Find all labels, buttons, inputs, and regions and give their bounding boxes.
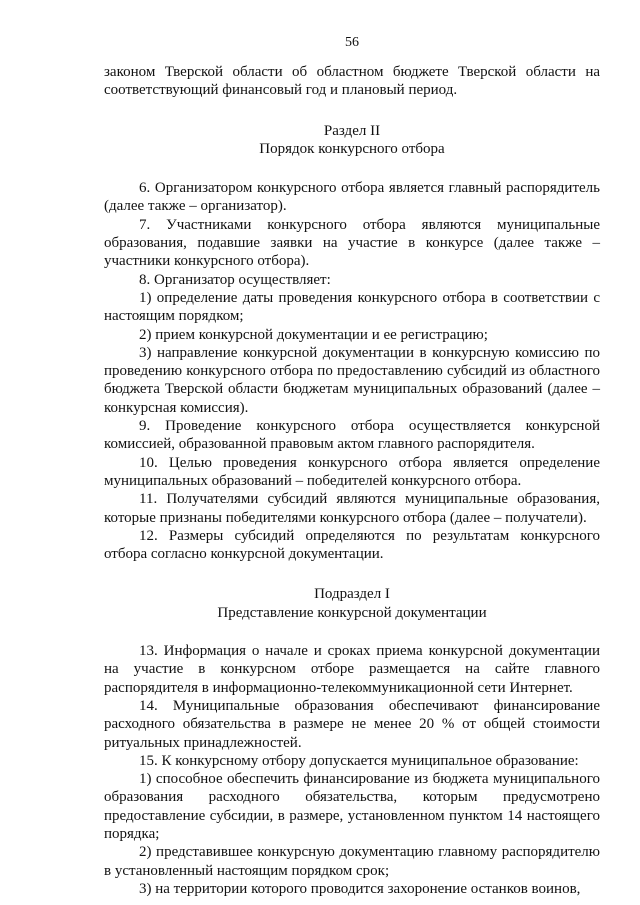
- paragraph-11: 11. Получателями субсидий являются муниципальные образования, которые признаны победителями конкурсного отбора (далее – получатели).: [104, 491, 600, 526]
- paragraph-6: 6. Организатором конкурсного отбора является главный распорядитель (далее также – организатор).: [104, 180, 600, 215]
- section-body: [104, 179, 600, 563]
- paragraph-15-item-2: 2) представившее конкурсную документацию главному распорядителю в установленный настоящим порядком срок;: [104, 844, 600, 879]
- section-title: Порядок конкурсного отбора: [259, 140, 445, 157]
- subsection-heading: [104, 585, 600, 622]
- section-label: Раздел II: [323, 122, 381, 139]
- page-number: 56: [345, 35, 359, 50]
- paragraph-8-item-2: 2) прием конкурсной документации и ее регистрацию;: [139, 326, 488, 343]
- paragraph-8: 8. Организатор осуществляет:: [139, 271, 331, 288]
- paragraph-7: 7. Участниками конкурсного отбора являются муниципальные образования, подавшие заявки на участие в конкурсе (далее также – участники конкурсного отбора).: [104, 216, 600, 270]
- subsection-title: Представление конкурсной документации: [217, 604, 487, 621]
- subsection-label: Подраздел I: [314, 586, 390, 603]
- paragraph-8-item-1: 1) определение даты проведения конкурсного отбора в соответствии с настоящим порядком;: [104, 289, 600, 325]
- paragraph-14: 14. Муниципальные образования обеспечивают финансирование расходного обязательства в размере не менее 20 % от общей стоимости ритуальных принадлежностей.: [104, 697, 600, 751]
- paragraph-13: 13. Информация о начале и сроках приема конкурсной документации на участие в конкурсном отборе размещается на сайте главного распорядителя в информационно-телекоммуникационной сети Интернет.: [104, 643, 600, 696]
- paragraph-9: 9. Проведение конкурсного отбора осуществляется конкурсной комиссией, образованной правовым актом главного распорядителя.: [104, 418, 600, 453]
- subsection-body: [104, 642, 600, 898]
- section-heading: [104, 122, 600, 159]
- paragraph-15-item-3: 3) на территории которого проводится захоронение останков воинов,: [139, 880, 581, 897]
- paragraph-12: 12. Размеры субсидий определяются по результатам конкурсного отбора согласно конкурсной документации.: [104, 527, 600, 563]
- intro-paragraph: законом Тверской области об областном бюджете Тверской области на соответствующий финансовый год и плановый период.: [104, 64, 600, 99]
- paragraph-15-item-1: 1) способное обеспечить финансирование из бюджета муниципального образования расходного обязательства, которым предусмотрено предоставление субсидии, в размере, установленном пунктом 14 настоящего порядка;: [104, 771, 600, 842]
- paragraph-15: 15. К конкурсному отбору допускается муниципальное образование:: [139, 752, 579, 769]
- paragraph-8-item-3: 3) направление конкурсной документации в конкурсную комиссию по проведению конкурсного отбора по предоставлению субсидий из областного бюджета Тверской области бюджетам муниципальных образований (далее – конкурсная комиссия).: [104, 344, 600, 416]
- paragraph-10: 10. Целью проведения конкурсного отбора является определение муниципальных образований – победителей конкурсного отбора.: [104, 454, 600, 489]
